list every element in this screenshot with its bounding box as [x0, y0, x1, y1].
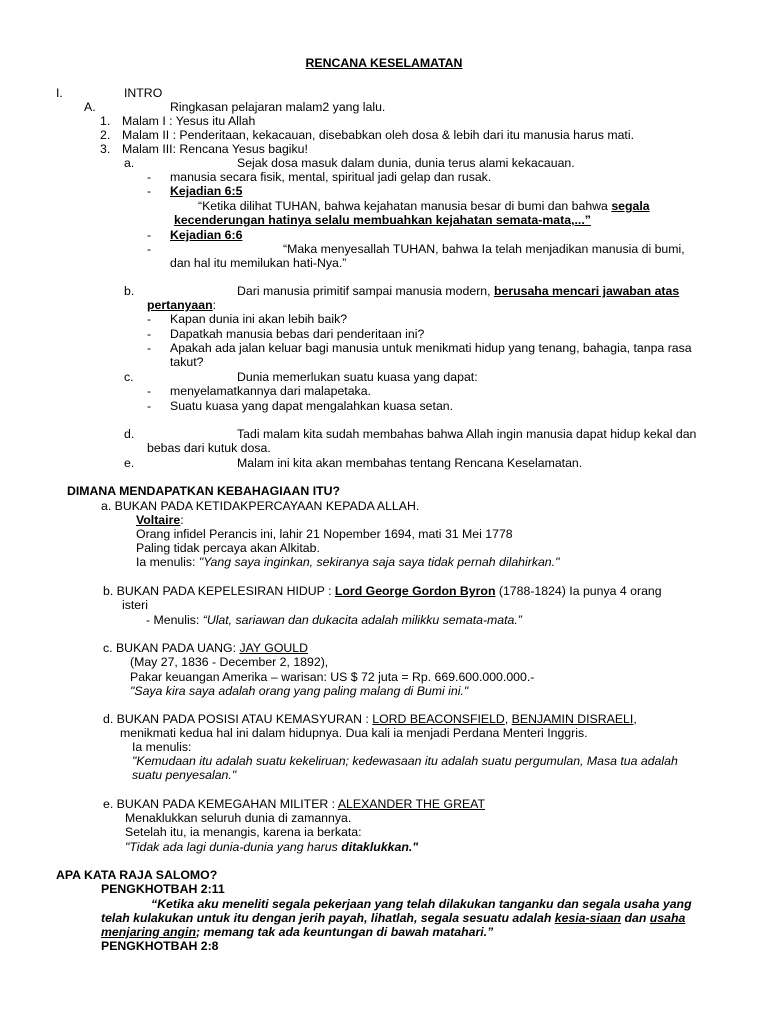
item-a-quote: "Yang saya inginkan, sekiranya saja saya tidak pernah dilahirkan." — [198, 555, 560, 569]
item-e-line-1: Menaklukkan seluruh dunia di zamannya. — [125, 811, 352, 825]
bullet-dash: - — [147, 228, 152, 242]
item-e-heading — [103, 797, 485, 811]
section-heading-salomo: APA KATA RAJA SALOMO? — [56, 868, 218, 882]
sub-a-text: Sejak dosa masuk dalam dunia, dunia terus alami kekacauan. — [237, 156, 575, 170]
bullet-dash: - — [147, 184, 152, 198]
scripture-ref-pengkhotbah-2-11: PENGKHOTBAH 2:11 — [101, 882, 225, 896]
item-e-quote-emphasis: ditaklukkan." — [341, 840, 419, 854]
sub-a-marker: a. — [124, 156, 135, 170]
sub-c-bullet-2: Suatu kuasa yang dapat mengalahkan kuasa setan. — [170, 399, 454, 413]
sub-d-text-line1: Tadi malam kita sudah membahas bahwa Allah ingin manusia dapat hidup kekal dan — [237, 427, 697, 441]
item-e-quote-text: "Tidak ada lagi dunia-dunia yang harus — [125, 840, 342, 854]
quote-kejadian-6-5-line1 — [198, 199, 650, 213]
item-e-quote — [125, 840, 418, 854]
quote-text: “Ketika dilihat TUHAN, bahwa kejahatan manusia besar di bumi dan bahwa — [198, 199, 612, 213]
sub-b-colon: : — [212, 298, 217, 312]
item-a-line-1: Orang infidel Perancis ini, lahir 21 Nopember 1694, mati 31 Mei 1778 — [136, 527, 513, 541]
comma: , — [633, 712, 637, 726]
item-e-label: e. BUKAN PADA KEMEGAHAN MILITER : — [103, 797, 338, 811]
jay-gould-name: JAY GOULD — [239, 641, 309, 655]
sub-b-text: Dari manusia primitif sampai manusia modern, — [237, 284, 494, 298]
bullet-dash: - — [147, 399, 152, 413]
item-c-heading — [103, 641, 308, 655]
intro-heading: INTRO — [124, 86, 163, 100]
bullet-dash: - — [147, 242, 152, 256]
sub-b-bullet-3-line2: takut? — [170, 355, 204, 369]
bullet-dash: - — [147, 170, 152, 184]
section-heading-kebahagiaan: DIMANA MENDAPATKAN KEBAHAGIAAN ITU? — [67, 484, 341, 498]
list-marker-3: 3. — [100, 142, 111, 156]
item-a-name-line — [136, 513, 184, 527]
comma: , — [504, 712, 512, 726]
point-a-marker: A. — [84, 100, 96, 114]
sub-c-marker: c. — [124, 370, 134, 384]
item-c-line-1: (May 27, 1836 - December 2, 1892), — [130, 655, 329, 669]
sub-b-text-line1 — [237, 284, 679, 298]
item-d-label: d. BUKAN PADA POSISI ATAU KEMASYURAN : — [103, 712, 373, 726]
item-d-quote-line2: suatu penyesalan." — [132, 768, 237, 782]
list-marker-1: 1. — [100, 114, 111, 128]
roman-numeral: I. — [56, 86, 63, 100]
list-item-3: Malam III: Rencana Yesus bagiku! — [122, 142, 308, 156]
item-b-quote: “Ulat, sariawan dan dukacita adalah milikku semata-mata.” — [202, 613, 522, 627]
bullet-dash: - — [147, 341, 152, 355]
scripture-ref-kejadian-6-5: Kejadian 6:5 — [170, 184, 243, 198]
item-a-heading: a. BUKAN PADA KETIDAKPERCAYAAN KEPADA ALLAH. — [101, 499, 420, 513]
sub-b-emphasis: berusaha mencari jawaban atas — [493, 284, 680, 298]
disraeli-name: BENJAMIN DISRAELI — [511, 712, 634, 726]
bullet-dash: - — [147, 384, 152, 398]
item-d-heading — [103, 712, 637, 726]
item-b-details: (1788-1824) Ia punya 4 orang — [495, 584, 662, 598]
quote-text: telah kulakukan untuk itu dengan jerih payah, lihatlah, segala sesuatu adalah — [101, 911, 555, 925]
sub-a-bullet-1: manusia secara fisik, mental, spiritual jadi gelap dan rusak. — [170, 170, 492, 184]
item-b-line-1 — [146, 613, 522, 627]
sub-e-marker: e. — [124, 456, 135, 470]
item-a-line-3 — [136, 555, 559, 569]
item-e-line-2: Setelah itu, ia menangis, karena ia berkata: — [125, 825, 362, 839]
bullet-dash: - — [147, 312, 152, 326]
quote-kejadian-6-5-line2: kecenderungan hatinya selalu membuahkan kejahatan semata-mata,...” — [174, 213, 591, 227]
item-d-line-1: menikmati kedua hal ini dalam hidupnya. Dua kali ia menjadi Perdana Menteri Inggris. — [120, 726, 588, 740]
colon: : — [180, 513, 184, 527]
sub-b-bullet-2: Dapatkah manusia bebas dari penderitaan ini? — [170, 327, 425, 341]
page-title: RENCANA KESELAMATAN — [305, 56, 463, 70]
alexander-name: ALEXANDER THE GREAT — [337, 797, 485, 811]
list-marker-2: 2. — [100, 128, 111, 142]
quote-text: ; memang tak ada keuntungan di bawah matahari.” — [195, 925, 494, 939]
sub-e-text: Malam ini kita akan membahas tentang Rencana Keselamatan. — [237, 456, 583, 470]
list-item-1: Malam I : Yesus itu Allah — [122, 114, 256, 128]
item-a-line-2: Paling tidak percaya akan Alkitab. — [136, 541, 320, 555]
quote-emphasis: usaha — [649, 911, 686, 925]
quote-kejadian-6-6-line2: dan hal itu memilukan hati-Nya.” — [170, 256, 347, 270]
point-a-text: Ringkasan pelajaran malam2 yang lalu. — [170, 100, 386, 114]
quote-emphasis: segala — [611, 199, 650, 213]
bullet-dash: - — [147, 327, 152, 341]
sub-c-bullet-1: menyelamatkannya dari malapetaka. — [170, 384, 371, 398]
item-b-heading-line2: isteri — [122, 598, 148, 612]
item-d-quote-line1: "Kemudaan itu adalah suatu kekeliruan; kedewasaan itu adalah suatu pergumulan, Masa tua adalah — [132, 754, 678, 768]
sub-b-bullet-1: Kapan dunia ini akan lebih baik? — [170, 312, 348, 326]
item-c-label: c. BUKAN PADA UANG: — [103, 641, 240, 655]
sub-b-bullet-3-line1: Apakah ada jalan keluar bagi manusia untuk menikmati hidup yang tenang, bahagia, tanpa rasa — [170, 341, 692, 355]
sub-d-text-line2: bebas dari kutuk dosa. — [147, 441, 271, 455]
item-b-heading — [103, 584, 662, 598]
list-item-2: Malam II : Penderitaan, kekacauan, disebabkan oleh dosa & lebih dari itu manusia harus mati. — [122, 128, 634, 142]
item-a-intro: Ia menulis: — [136, 555, 199, 569]
item-d-line-2: Ia menulis: — [132, 740, 192, 754]
item-b-intro: - Menulis: — [146, 613, 203, 627]
sub-b-marker: b. — [124, 284, 135, 298]
quote-emphasis: menjaring angin — [101, 925, 196, 939]
quote-kejadian-6-6-line1: “Maka menyesallah TUHAN, bahwa Ia telah menjadikan manusia di bumi, — [283, 242, 685, 256]
pengkhotbah-quote-line2 — [101, 911, 685, 925]
scripture-ref-pengkhotbah-2-8: PENGKHOTBAH 2:8 — [101, 939, 219, 953]
sub-c-text: Dunia memerlukan suatu kuasa yang dapat: — [237, 370, 478, 384]
quote-text: dan — [621, 911, 650, 925]
item-b-label: b. BUKAN PADA KEPELESIRAN HIDUP : — [103, 584, 335, 598]
pengkhotbah-quote-line3 — [101, 925, 493, 939]
item-c-quote: "Saya kira saya adalah orang yang paling malang di Bumi ini." — [130, 684, 469, 698]
sub-b-emphasis-2: pertanyaan — [147, 298, 213, 312]
sub-d-marker: d. — [124, 427, 135, 441]
quote-emphasis: kesia-siaan — [554, 911, 622, 925]
byron-name: Lord George Gordon Byron — [334, 584, 496, 598]
sub-b-text-line2 — [147, 298, 216, 312]
item-c-line-2: Pakar keuangan Amerika – warisan: US $ 72 juta = Rp. 669.600.000.000.- — [130, 670, 535, 684]
beaconsfield-name: LORD BEACONSFIELD — [372, 712, 505, 726]
voltaire-name: Voltaire — [136, 513, 181, 527]
scripture-ref-kejadian-6-6: Kejadian 6:6 — [170, 228, 243, 242]
pengkhotbah-quote-line1: “Ketika aku meneliti segala pekerjaan yang telah dilakukan tanganku dan segala usaha yang — [151, 897, 692, 911]
